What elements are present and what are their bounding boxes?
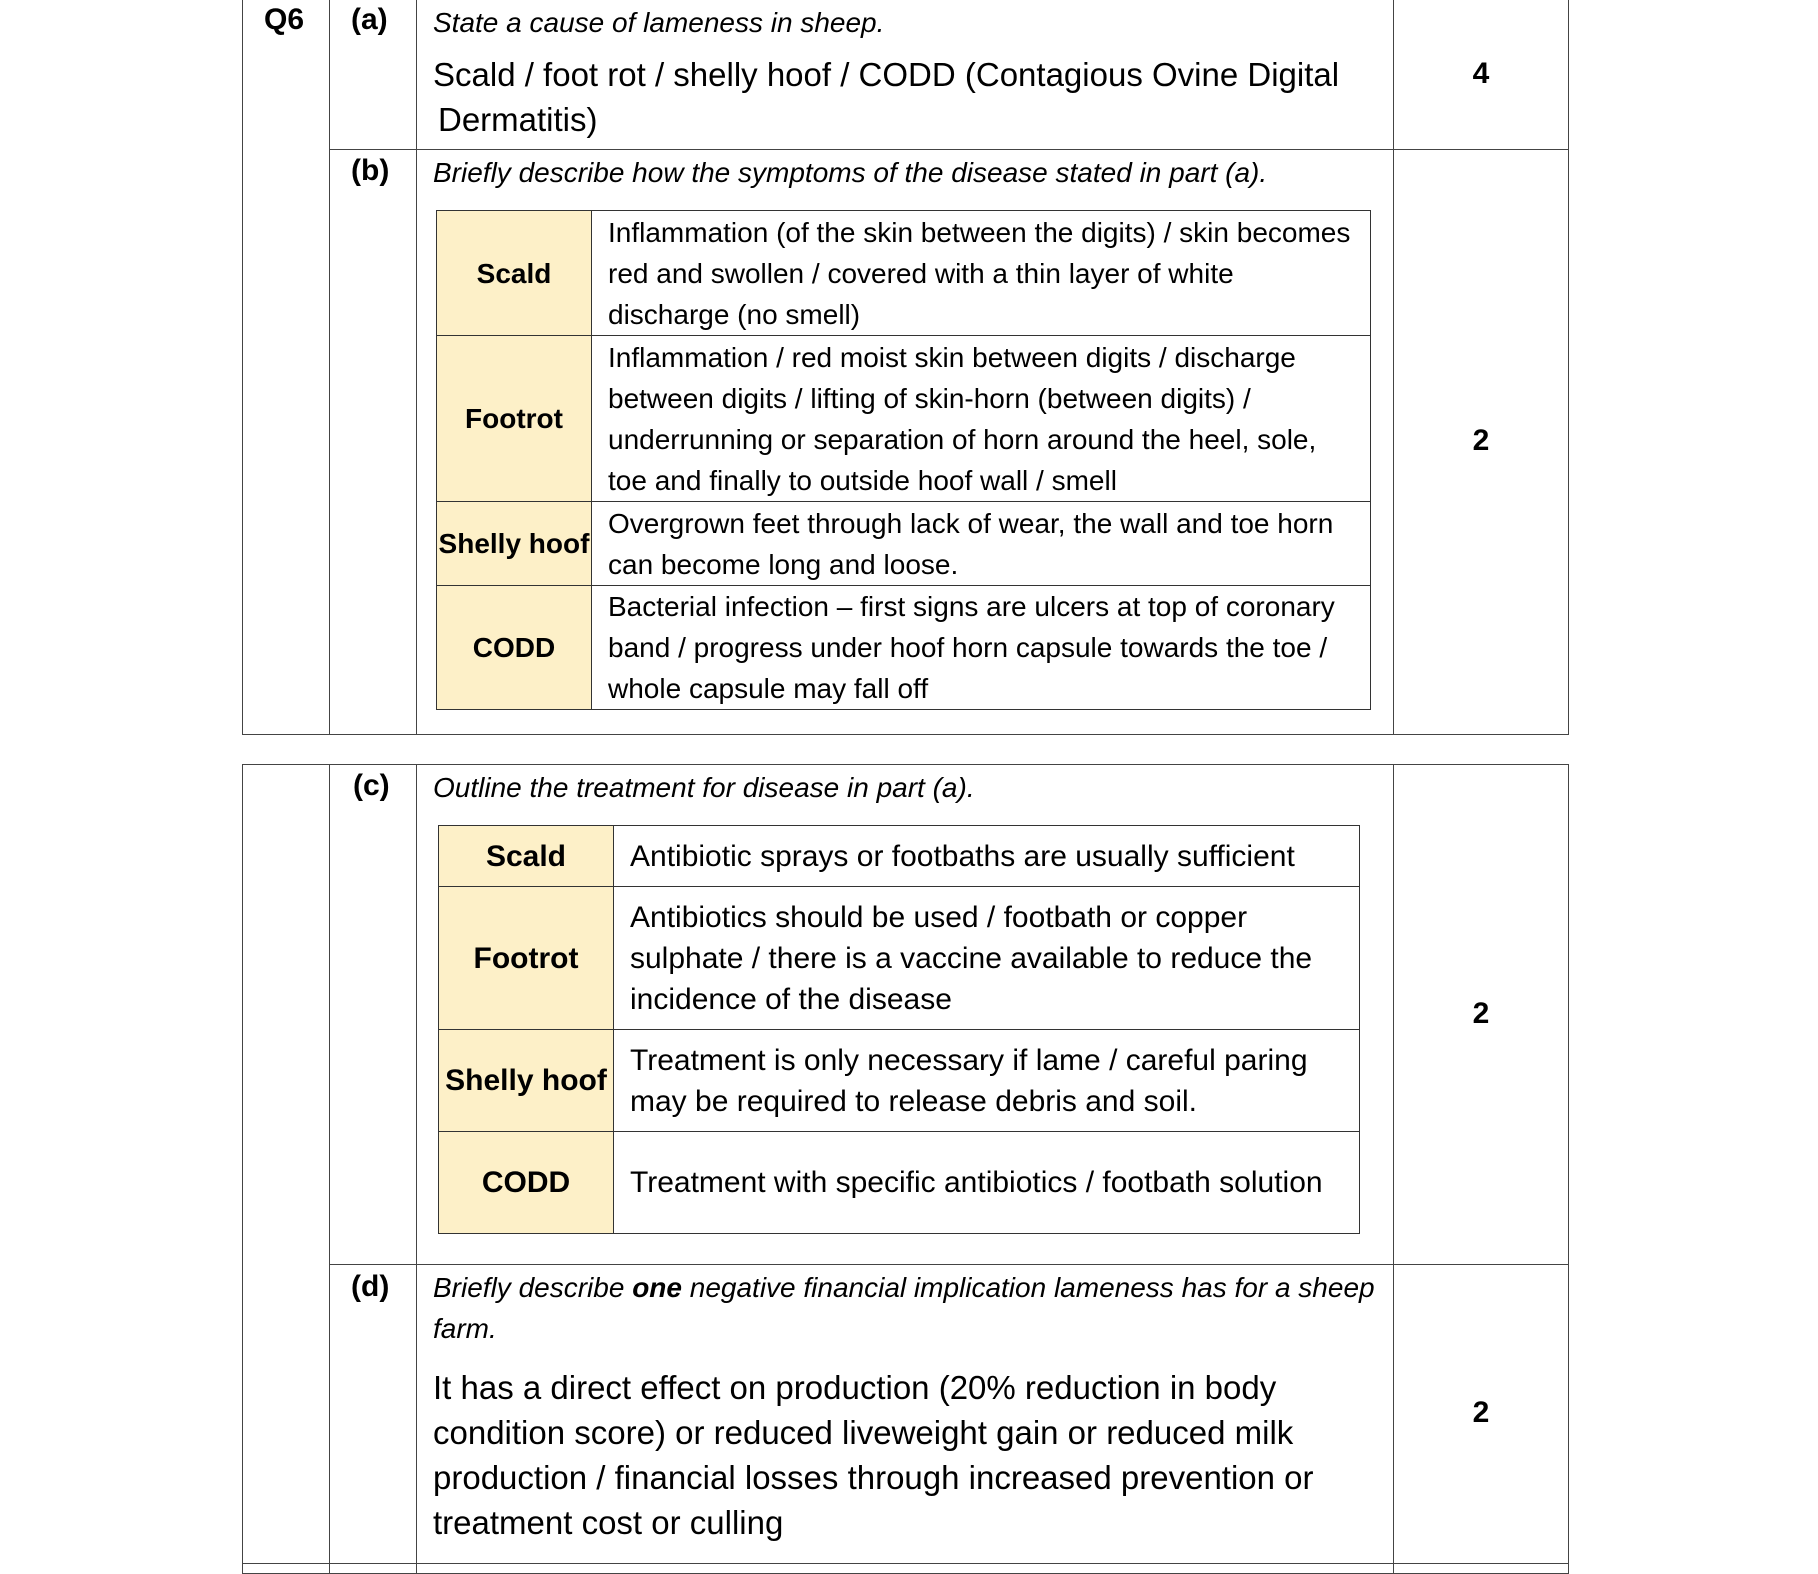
symptoms-text-codd: Bacterial infection – first signs are ulcers at top of coronary band / progress under hoof horn capsule towards the toe / whole capsule may fall off <box>592 586 1371 710</box>
treatment-table <box>438 825 1360 1234</box>
part-b-label: (b) <box>351 154 390 187</box>
table-row <box>439 826 1360 887</box>
part-b-question: Briefly describe how the symptoms of the disease stated in part (a). <box>433 157 1268 188</box>
treatment-text-footrot: Antibiotics should be used / footbath or copper sulphate / there is a vaccine available to reduce the incidence of the disease <box>614 887 1360 1030</box>
part-c-question: Outline the treatment for disease in part (a). <box>433 772 975 803</box>
part-a-label: (a) <box>351 3 388 36</box>
part-d-question-post: negative financial implication lameness has for a sheep farm. <box>433 1272 1375 1344</box>
part-a-question: State a cause of lameness in sheep. <box>433 7 885 38</box>
lower-divider-qnum <box>329 764 330 1574</box>
table-row <box>439 887 1360 1030</box>
symptoms-disease-shelly-hoof: Shelly hoof <box>437 502 592 586</box>
treatment-disease-codd: CODD <box>439 1132 614 1234</box>
table-row <box>437 586 1371 710</box>
table-row <box>437 336 1371 502</box>
upper-divider-marks <box>1393 0 1394 735</box>
symptoms-text-scald: Inflammation (of the skin between the digits) / skin becomes red and swollen / covered with a thin layer of white discharge (no smell) <box>592 211 1371 336</box>
question-number: Q6 <box>264 3 305 36</box>
part-c-marks: 2 <box>1472 997 1490 1030</box>
symptoms-disease-footrot: Footrot <box>437 336 592 502</box>
part-a-marks: 4 <box>1472 57 1490 90</box>
part-d-label: (d) <box>351 1270 390 1303</box>
table-row <box>439 1030 1360 1132</box>
treatment-disease-scald: Scald <box>439 826 614 887</box>
part-d-marks: 2 <box>1472 1396 1490 1429</box>
table-row <box>439 1132 1360 1234</box>
part-a-answer-line-1: Scald / foot rot / shelly hoof / CODD (Contagious Ovine Digital <box>433 56 1340 93</box>
part-a-answer-line-2: Dermatitis) <box>438 101 598 138</box>
part-d-question-pre: Briefly describe <box>433 1272 633 1303</box>
treatment-text-shelly-hoof: Treatment is only necessary if lame / careful paring may be required to release debris and soil. <box>614 1030 1360 1132</box>
symptoms-table <box>436 210 1371 710</box>
table-row <box>437 211 1371 336</box>
symptoms-disease-scald: Scald <box>437 211 592 336</box>
lower-row-divider <box>329 1264 1569 1265</box>
lower-divider-part <box>416 764 417 1574</box>
treatment-disease-shelly-hoof: Shelly hoof <box>439 1030 614 1132</box>
treatment-text-codd: Treatment with specific antibiotics / footbath solution <box>614 1132 1360 1234</box>
treatment-disease-footrot: Footrot <box>439 887 614 1030</box>
part-d-question <box>433 1267 1383 1349</box>
part-b-marks: 2 <box>1472 424 1490 457</box>
table-row <box>437 502 1371 586</box>
part-d-answer: It has a direct effect on production (20% reduction in body condition score) or reduced liveweight gain or reduced milk production / financial losses through increased prevention or treatment cost or culling <box>433 1369 1314 1541</box>
part-d-question-emphasis: one <box>632 1272 682 1303</box>
symptoms-disease-codd: CODD <box>437 586 592 710</box>
upper-divider-part <box>416 0 417 735</box>
treatment-text-scald: Antibiotic sprays or footbaths are usually sufficient <box>614 826 1360 887</box>
upper-row-divider <box>329 149 1569 150</box>
upper-divider-qnum <box>329 0 330 735</box>
symptoms-text-footrot: Inflammation / red moist skin between digits / discharge between digits / lifting of skin-horn (between digits) / underrunning or separation of horn around the heel, sole, toe and finally to outside hoof wall / smell <box>592 336 1371 502</box>
part-c-label: (c) <box>353 769 390 802</box>
lower-divider-marks <box>1393 764 1394 1574</box>
symptoms-text-shelly-hoof: Overgrown feet through lack of wear, the wall and toe horn can become long and loose. <box>592 502 1371 586</box>
